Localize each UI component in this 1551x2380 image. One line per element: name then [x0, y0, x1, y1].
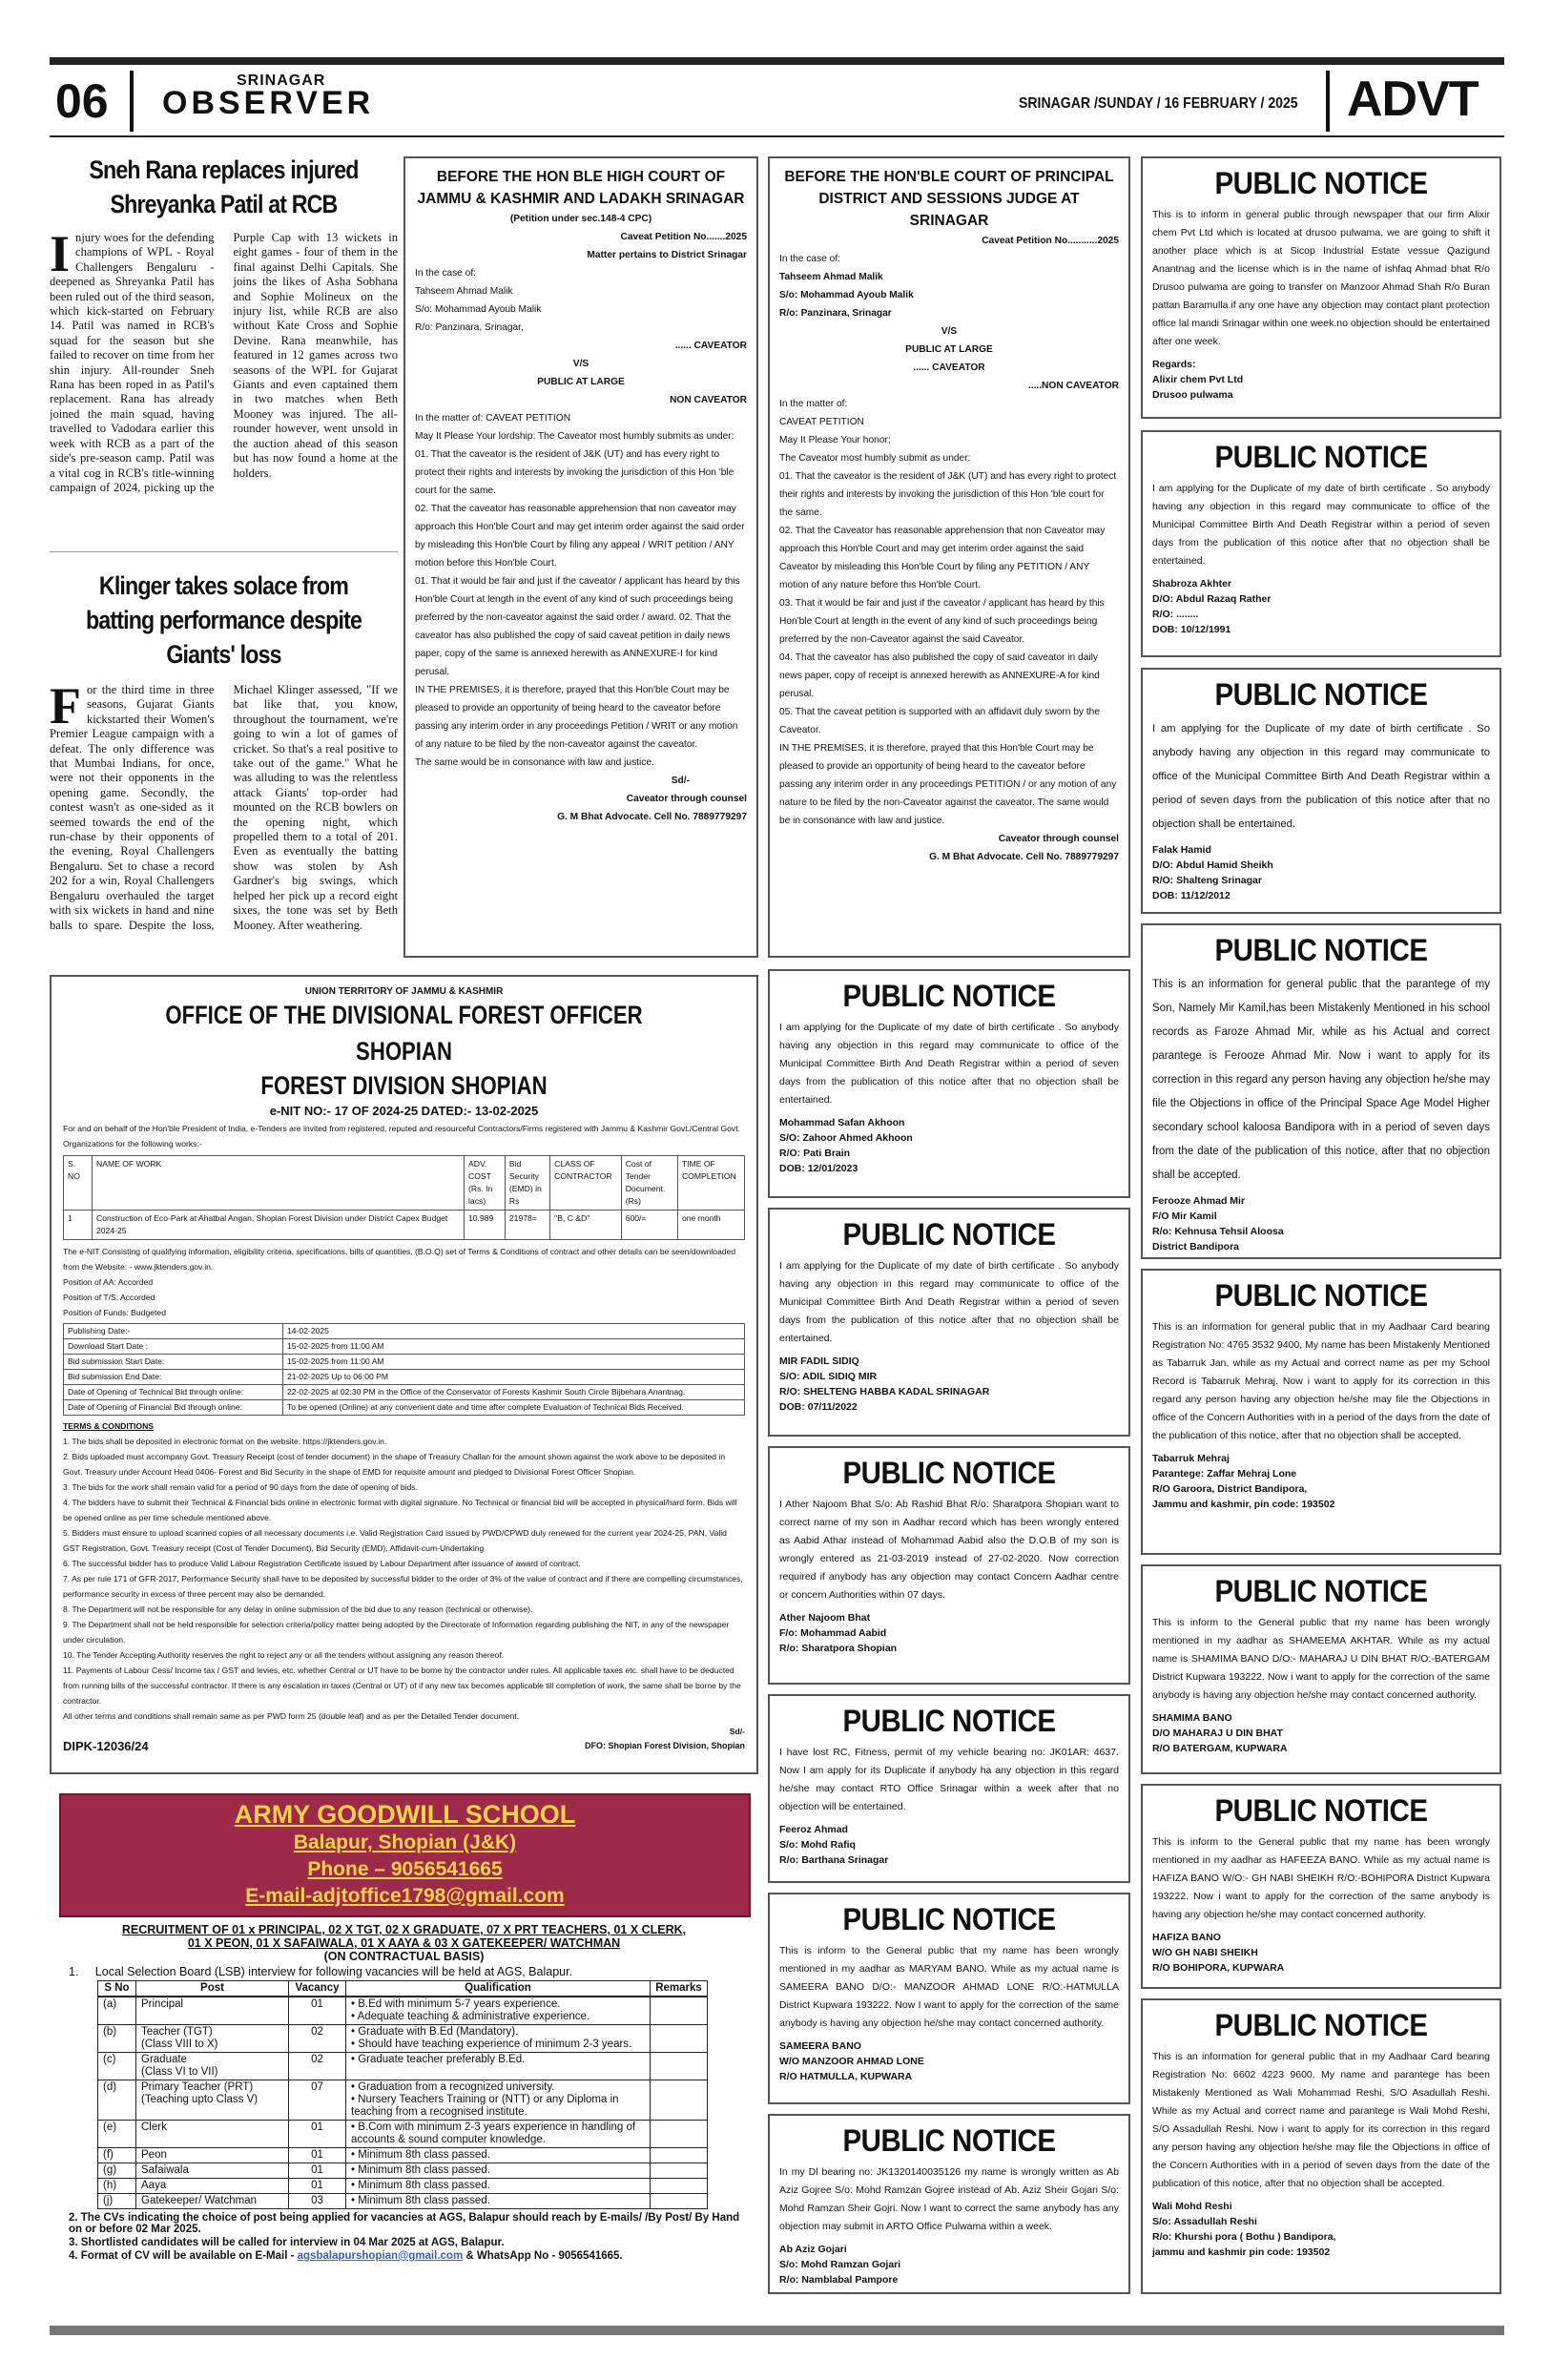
notice-title: PUBLIC NOTICE — [1214, 2008, 1428, 2042]
divider — [50, 551, 398, 552]
notice-body: I Ather Najoom Bhat S/o: Ab Rashid Bhat R/o: Sharatpora Shopian want to correct name of my son in Aadhar record which has been wrongly entered as Aabid Athar instead of Mohammad Aabid also the D.O.B of my son is wrongly entered as 21-03-2019 instead of 27-02-2020. Now correction required if anybody has any objection may contact Concern Aadhar centre or concern Authorities within 07 days. — [779, 1499, 1119, 1601]
caveat-para: 05. That the caveat petition is supported with an affidavit duly sworn by the Caveator. — [779, 707, 1101, 735]
table-cell: 14-02-2025 — [283, 1324, 745, 1339]
caveat-line: In the case of: — [415, 268, 476, 279]
caveat-notice-high-court — [403, 156, 758, 958]
notice-signature: HAFIZA BANO — [1152, 1932, 1221, 1943]
dropcap: I — [50, 225, 71, 282]
recruitment-para: 4. Format of CV will be available on E-Mail - — [69, 2250, 298, 2262]
notice-signature: S/o: Assadullah Reshi — [1152, 2216, 1257, 2227]
public-at-large: PUBLIC AT LARGE — [537, 377, 625, 387]
notice-title: PUBLIC NOTICE — [842, 1217, 1056, 1252]
notice-signature: Ather Najoom Bhat — [779, 1612, 871, 1624]
table-header: TIME OF COMPLETION — [677, 1156, 744, 1211]
recruitment-para: 3. Shortlisted candidates will be called for interview in 04 Mar 2025 at AGS, Balapur. — [69, 2237, 505, 2248]
notice-signature: Mohammad Safan Akhoon — [779, 1117, 905, 1128]
table-cell: 01 — [289, 2148, 346, 2163]
table-cell — [651, 2163, 708, 2179]
tender-term: 11. Payments of Labour Cess/ Income tax / GST and levies, etc. whether Central or UT have to be borne by the contractor under rules. All applicable taxes etc. shall have to be deducted from running bills of the successful contractor. If there is any escalation in taxes (Central or UT) of if any new tax becomes applicable till completion of work, the same shall be borne by the contractor. — [63, 1666, 741, 1706]
table-header: ADV. COST (Rs. In lacs) — [465, 1156, 506, 1211]
forest-tender-notice — [50, 975, 758, 1774]
vacancy-table — [97, 1980, 708, 1997]
table-header: Cost of Tender Document. (Rs) — [621, 1156, 677, 1211]
table-header: Remarks — [651, 1981, 708, 1997]
table-header: Qualification — [346, 1981, 651, 1997]
news-story-rana — [50, 153, 398, 544]
notice-signature: District Bandipora — [1152, 1241, 1240, 1252]
table-header: Post — [136, 1981, 289, 1997]
notice-signature: DOB: 07/11/2022 — [779, 1401, 858, 1413]
table-cell: (f) — [98, 2148, 136, 2163]
table-cell: Bid submission End Date: — [64, 1370, 283, 1385]
caveat-title: BEFORE THE HON BLE HIGH COURT OF JAMMU & KASHMIR AND LADAKH SRINAGAR — [417, 169, 745, 207]
caveat-subtitle: (Petition under sec.148-4 CPC) — [509, 214, 652, 224]
notice-signature: Jammu and kashmir, pin code: 193502 — [1152, 1499, 1335, 1510]
public-notice-ferooze — [1141, 923, 1501, 1259]
table-cell — [651, 2194, 708, 2209]
counsel-label: Caveator through counsel — [998, 834, 1119, 844]
table-cell: 01 — [289, 2179, 346, 2194]
tender-office: OFFICE OF THE DIVISIONAL FOREST OFFICER SHOPIAN — [165, 1001, 643, 1066]
notice-signature: R/o: Barthana Srinagar — [779, 1854, 889, 1866]
notice-signature: D/O: Abdul Hamid Sheikh — [1152, 859, 1273, 871]
table-row — [98, 2121, 708, 2148]
contact-email-link[interactable]: agsbalapurshopian@gmail.com — [297, 2250, 464, 2262]
notice-signature: DOB: 10/12/1991 — [1152, 624, 1231, 635]
notice-body: This is an information for general public that in my Aadhaar Card bearing Registration No: 6602 4223 9600. My name and parantege has been Mistakenly Mentioned as Wali Mohammad Reshi, S/O Asadullah Reshi. While as my Actual and correct name and parantege is Wali Mohd Reshi, S/O Assadullah Reshi. Now i want to apply for its correction in this regard any person having any objection he/she may file the Objections in office of the Concern Authorities with in a period of seven days from the date of the publication of this notice, after that no objection shall be accepted. — [1152, 2051, 1490, 2189]
masthead-divider-right — [1326, 71, 1330, 132]
notice-signature: Ab Aziz Gojari — [779, 2244, 847, 2255]
masthead-bottom-rule — [50, 135, 1504, 137]
notice-signature: Alixir chem Pvt Ltd — [1152, 374, 1244, 385]
tender-term: 9. The Department shall not be held responsible for selection criteria/policy matter being adopted by the Directorate of Information regarding publishing the NIT, in any of the newspaper under circulation. — [63, 1620, 730, 1645]
caveat-line: Tahseem Ahmad Malik — [779, 272, 883, 282]
caveat-para: 01. That the caveator is the resident of J&K (UT) and has every right to protect their rights and interests by invoking the jurisdiction of this Hon 'ble court for the same. — [415, 449, 734, 496]
table-header: S. NO — [64, 1156, 93, 1211]
table-row — [98, 2163, 708, 2179]
tender-works-table — [63, 1155, 745, 1240]
table-cell: 01 — [289, 2163, 346, 2179]
notice-body: I am applying for the Duplicate of my date of birth certificate . So anybody having any objection in this regard may communicate to office of the Municipal Committee Birth And Death Registrar within a period of seven days from the publication of this notice after that no objection shall be entertained. — [1152, 483, 1490, 567]
table-cell — [651, 2121, 708, 2148]
non-caveator-label: .....NON CAVEATOR — [1027, 381, 1119, 391]
recruitment-basis: (ON CONTRACTUAL BASIS) — [323, 1950, 485, 1963]
caveat-para: 01. That the caveator is the resident of J&K (UT) and has every right to protect their rights and interests by invoking the jurisdiction of this Hon 'ble court for the same. — [779, 471, 1117, 518]
notice-signature: W/O GH NABI SHEIKH — [1152, 1947, 1258, 1958]
notice-signature: Regards: — [1152, 359, 1196, 370]
section-label: ADVT — [1347, 72, 1479, 127]
notice-body: I am applying for the Duplicate of my date of birth certificate . So anybody having any objection in this regard may communicate to office of the Municipal Committee Birth And Death Registrar within a period of seven days from the publication of this notice after that no objection shall be entertained. — [779, 1022, 1119, 1106]
table-row — [98, 2148, 708, 2163]
notice-signature: R/o: Namblabal Pampore — [779, 2274, 899, 2286]
table-cell: Gatekeeper/ Watchman — [136, 2194, 289, 2209]
tender-term: 3. The bids for the work shall remain valid for a period of 90 days from the date of opening of bids. — [63, 1482, 418, 1492]
notice-signature: S/O: Zahoor Ahmed Akhoon — [779, 1132, 913, 1144]
table-cell: Safaiwala — [136, 2163, 289, 2179]
table-cell: 02 — [289, 2025, 346, 2053]
table-cell: 600/= — [621, 1211, 677, 1240]
table-cell: "B, C &D" — [550, 1211, 622, 1240]
public-notice-safan — [768, 969, 1130, 1198]
page-footer-rule — [50, 2326, 1504, 2335]
table-header-row — [98, 1981, 708, 1997]
notice-signature: F/o: Mohammad Aabid — [779, 1627, 887, 1639]
notice-signature: Feeroz Ahmad — [779, 1824, 848, 1835]
notice-signature: Tabarruk Mehraj — [1152, 1453, 1230, 1464]
notice-signature: R/O: Pati Brain — [779, 1148, 851, 1159]
table-cell: • B.Ed with minimum 5-7 years experience. • Adequate teaching & administrative experience. — [346, 1997, 651, 2025]
caveat-para: 03. That it would be fair and just if the caveator / applicant has heard by this Hon'ble Court at length in the event of any kind of such proceedings being preferred by the non-Caveator against the said Caveator. — [779, 598, 1105, 645]
public-notice-shamima — [1141, 1564, 1501, 1774]
notice-signature: S/o: Mohd Ramzan Gojari — [779, 2259, 901, 2270]
table-cell: • Graduate teacher preferably B.Ed. — [346, 2053, 651, 2080]
notice-title: PUBLIC NOTICE — [1214, 677, 1428, 712]
recruitment-heading: 01 X PEON, 01 X SAFAIWALA, 01 X AAYA & 03 X GATEKEEPER/ WATCHMAN — [187, 1936, 621, 1950]
table-header: NAME OF WORK — [93, 1156, 465, 1211]
signature-mark: Sd/- — [729, 1727, 745, 1736]
notice-title: PUBLIC NOTICE — [842, 1902, 1056, 1936]
school-email: E-mail-adjtoffice1798@gmail.com — [245, 1885, 565, 1907]
tender-dates-table — [63, 1323, 745, 1416]
dipk-number: DIPK-12036/24 — [63, 1739, 149, 1753]
public-notice-hafiza — [1141, 1784, 1501, 1989]
notice-signature: Drusoo pulwama — [1152, 389, 1233, 401]
table-header-row — [64, 1156, 745, 1211]
tender-ut: UNION TERRITORY OF JAMMU & KASHMIR — [304, 986, 504, 997]
vacancy-rows — [97, 1997, 708, 2209]
table-header: Bid Security (EMD) in Rs — [505, 1156, 549, 1211]
masthead-paper: OBSERVER — [162, 85, 375, 121]
notice-signature: R/O BOHIPORA, KUPWARA — [1152, 1962, 1285, 1974]
notice-signature: Ferooze Ahmad Mir — [1152, 1195, 1246, 1207]
notice-signature: R/O: ........ — [1152, 609, 1199, 620]
tender-note: Position of AA: Accorded — [63, 1277, 154, 1287]
notice-body: This is to inform in general public through newspaper that our firm Alixir chem Pvt Ltd which is located at drusoo pulwama, we are going to shift it another place which is at Sicop Industrial Estate vessue Qazigund Anantnag and the license which is in the name of ishfaq Ahmad bhat R/o Drusoo pulwama are going to transfer on Manzoor Ahmad Shah R/o Buran pattan Baramulla.if any one have any objection may contact plant protection office lal mandi Srinagar within one week.no objection should be entertained after one week. — [1152, 209, 1490, 347]
notice-title: PUBLIC NOTICE — [842, 2123, 1056, 2158]
caveat-para: 04. That the caveator has also published the copy of said caveator in daily news paper, copy of receipt is annexed herewith as ANNEXURE-A for kind perusal. — [779, 652, 1100, 699]
notice-signature: MIR FADIL SIDIQ — [779, 1356, 859, 1367]
headline: Klinger takes solace from batting performance despite Giants' loss — [85, 571, 362, 669]
notice-signature: DOB: 12/01/2023 — [779, 1163, 858, 1174]
table-cell: 22-02-2025 at 02:30 PM in the Office of the Conservator of Forests Kashmir South Circle Bijbehara Anantnag. — [283, 1385, 745, 1400]
table-cell: (d) — [98, 2080, 136, 2121]
caveat-matter: Matter pertains to District Srinagar — [587, 250, 747, 260]
public-notice-gojari — [768, 2114, 1130, 2294]
masthead — [50, 57, 1504, 137]
table-cell — [651, 2080, 708, 2121]
notice-signature: R/O HATMULLA, KUPWARA — [779, 2071, 913, 2082]
table-row — [64, 1339, 745, 1355]
notice-title: PUBLIC NOTICE — [1214, 1278, 1428, 1313]
table-row — [64, 1324, 745, 1339]
notice-body: I am applying for the Duplicate of my date of birth certificate . So anybody having any objection in this regard may communicate to office of the Municipal Committee Birth And Death Registrar within a period of seven days from the publication of this notice after that no objection shall be entertained. — [1152, 723, 1490, 830]
tender-note: The e-NIT Consisting of qualifying information, eligibility criteria, specifications, bills of quantities, (B.O.Q) set of Terms & Conditions of contract and other details can be seen/downloaded from the Website: - www.jktenders.gov.in. — [63, 1247, 736, 1272]
table-row — [98, 2194, 708, 2209]
story-text: or the third time in three seasons, Gujarat Giants kickstarted their Women's Premier League campaign with a defeat. The only difference was that Mumbai Indians, for once, were not their opponents in the opening game. Secondly, the contest wasn't as one-sided as it seemed towards the end of the run-chase by their opponents of the evening, Royal Challengers Bengaluru. Set to chase a record 202 for a win, Royal Challengers Bengaluru overhauled the target with six wickets in hand and nine balls to spare. Despite the loss, Michael Klinger assessed, "If we bat like that, you know, throughout the tournament, we're going to win a lot of games of cricket. So that's a real positive to take out of the game." What he was alluding to was the relentless attack Giants' top-order had mounted on the RCB bowlers on the opening night, which propelled them to a total of 201. Even as eventually the batting show was stolen by Ash Gardner's big swings, which helped her pick up a record eight sixes, the tone was set by Beth Mooney. After weathering. — [50, 683, 398, 932]
notice-signature: jammu and kashmir pin code: 193502 — [1152, 2246, 1331, 2258]
notice-title: PUBLIC NOTICE — [842, 1456, 1056, 1490]
table-header: CLASS OF CONTRACTOR — [550, 1156, 622, 1211]
signature-mark: Sd/- — [671, 776, 690, 786]
notice-title: PUBLIC NOTICE — [1214, 440, 1428, 474]
headline: Sneh Rana replaces injured Shreyanka Patil at RCB — [89, 155, 359, 218]
notice-body: This is inform to the General public that my name has been wrongly mentioned in my aadhar as HAFEEZA BANO. While as my actual name is HAFIZA BANO W/O:- GH NABI SHEIKH R/O:-BOHIPORA District Kupwara 193222. Now i want to apply for the correction of the same anybody is having any objection he/she may contact concerned authority. — [1152, 1836, 1490, 1920]
table-cell: Bid submission Start Date: — [64, 1355, 283, 1370]
public-notice-shabroza — [1141, 430, 1501, 657]
table-cell: To be opened (Online) at any convenient date and time after complete Evaluation of Technical Bids Received. — [283, 1400, 745, 1416]
notice-signature: Wali Mohd Reshi — [1152, 2201, 1232, 2212]
table-cell: Graduate (Class VI to VII) — [136, 2053, 289, 2080]
tender-term: 7. As per rule 171 of GFR-2017, Performance Security shall have to be deposited by successful bidder to the order of 3% of the value of contract and if there are compelling circumstances, performance security in excess of three percent may also be demanded. — [63, 1574, 743, 1599]
caveat-notice-district-court — [768, 156, 1130, 958]
table-cell: • Minimum 8th class passed. — [346, 2194, 651, 2209]
notice-signature: D/O MAHARAJ U DIN BHAT — [1152, 1728, 1283, 1739]
tender-term: 6. The successful bidder has to produce Valid Labour Registration Certificate issued by Labour Department after issuance of award of contract. — [63, 1559, 581, 1568]
notice-signature: Parantege: Zaffar Mehraj Lone — [1152, 1468, 1297, 1480]
school-banner — [59, 1793, 751, 1917]
caveat-line: S/o: Mohammad Ayoub Malik — [415, 304, 542, 315]
notice-body: I have lost RC, Fitness, permit of my vehicle bearing no: JK01AR: 4637. Now I am apply for its Duplicate if anybody ha any objection in this regard he/she may contact RTO Office Srinagar within a week after that no objection will be entertained. — [779, 1747, 1119, 1812]
table-cell: 03 — [289, 2194, 346, 2209]
table-cell: Primary Teacher (PRT) (Teaching upto Class V) — [136, 2080, 289, 2121]
caveat-number: Caveat Petition No.......2025 — [620, 232, 747, 242]
caveat-para: May It Please Your lordship: The Caveator most humbly submits as under: — [415, 431, 734, 442]
advocate-contact: G. M Bhat Advocate. Cell No. 7889779297 — [929, 852, 1119, 862]
story-text: njury woes for the defending champions of WPL - Royal Challengers Bengaluru - deepened as Shreyanka Patil has been ruled out of the third season, which kick-started on February 14. Patil was named in RCB's squad for the season but she failed to recover on time from her shin injury. All-rounder Sneh Rana has been roped in as Patil's replacement. Rana has already joined the main squad, having travelled to Vadodara earlier this week with RCB as a part of the side's pre-season camp. Patil was a vital cog in RCB's title-winning campaign of 2024, picking up the Purple Cap with 13 wickets in eight games - four of them in the final against Delhi Capitals. She joins the likes of Asha Sobhana and Sophie Molineux on the injury list, while RCB are also without Kate Cross and Sophie Devine. Rana meanwhile, has featured in 12 games across two seasons of the WPL for Gujarat Giants and even captained them in two matches when Beth Mooney was injured. The all-rounder however, went unsold in the auction ahead of this season but has now found a home at the holders. — [50, 231, 398, 494]
table-row — [98, 2025, 708, 2053]
notice-title: PUBLIC NOTICE — [1214, 933, 1428, 967]
tender-term: 1. The bids shall be deposited in electronic format on the website: https://jktenders.gov.in. — [63, 1437, 387, 1446]
notice-title: PUBLIC NOTICE — [1214, 1574, 1428, 1608]
recruitment-para: & WhatsApp No - 9056541665. — [463, 2250, 623, 2262]
table-row — [98, 2179, 708, 2194]
tender-term: 10. The Tender Accepting Authority reserves the right to reject any or all the tenders without assigning any reason thereof. — [63, 1650, 505, 1660]
table-cell: Peon — [136, 2148, 289, 2163]
tender-intro: For and on behalf of the Hon'ble President of India, e-Tenders are invited from registered, reputed and resourceful Contractors/Firms registered with Jammu & Kashmir Govt./Central Govt. Organizations for the following works:- — [63, 1124, 740, 1149]
table-cell — [651, 2148, 708, 2163]
table-cell: Aaya — [136, 2179, 289, 2194]
notice-signature: Shabroza Akhter — [1152, 578, 1232, 590]
caveat-para: 01. That it would be fair and just if the caveator / applicant has heard by this Hon'ble Court at length in the event of any kind of such proceedings being preferred by the non-caveator against the said order / award. 02. That the caveator has also published the copy of said caveat petition in daily news paper, copy of the same is annexed herewith as ANNEXURE-I for kind perusal. — [415, 576, 740, 677]
tender-term: 8. The Department will not be responsible for any delay in online submission of the bid due to any reason (technical or otherwise). — [63, 1604, 533, 1614]
caveat-line: R/o: Panzinara, Srinagar, — [415, 322, 524, 333]
notice-signature: Falak Hamid — [1152, 844, 1211, 856]
notice-signature: W/O MANZOOR AHMAD LONE — [779, 2056, 924, 2067]
table-cell: (a) — [98, 1997, 136, 2025]
caveat-para: 02. That the Caveator has reasonable apprehension that non Caveator may approach this Hon'ble Court and may get interim order against the said Caveator by misleading this Hon'ble Court by filing any PETITION / ANY motion of any nature before this Hon'ble Court. — [779, 526, 1106, 590]
notice-signature: R/o: Kehnusa Tehsil Aloosa — [1152, 1226, 1284, 1237]
notice-body: I am applying for the Duplicate of my date of birth certificate . So anybody having any objection in this regard may communicate to office of the Municipal Committee Birth And Death Registrar within a period of seven days from the publication of this notice after that no objection shall be entertained. — [779, 1260, 1119, 1344]
table-row — [64, 1355, 745, 1370]
notice-body: This is inform to the General public that my name has been wrongly mentioned in my aadhar as SHAMEEMA AKHTAR. While as my actual name is SHAMIMA BANO D/O:- MAHARAJ U DIN BHAT R/O:-BATERGAM District Kupwara 193222. Now i want to apply for the correction of the same anybody is having any objection he/she may contact concerned authority. — [1152, 1617, 1490, 1701]
table-cell: 15-02-2025 from 11:00 AM — [283, 1355, 745, 1370]
terms-title: TERMS & CONDITIONS — [63, 1421, 155, 1431]
table-row — [64, 1370, 745, 1385]
table-cell — [651, 2025, 708, 2053]
table-cell: 01 — [289, 1997, 346, 2025]
notice-title: PUBLIC NOTICE — [842, 1704, 1056, 1738]
non-caveator-label: NON CAVEATOR — [670, 395, 747, 405]
public-notice-ather — [768, 1446, 1130, 1685]
notice-title: PUBLIC NOTICE — [842, 979, 1056, 1013]
tender-term: 2. Bids uploaded must accompany Govt. Treasury Receipt (cost of tender document) in the shape of Treasury Challan for the amount shown against the work above to be deposited in Govt. Treasury under Account Head 0406- Forest and Bid Security in the shape of EMD for requisite amount and pledged to Divisional Forest Officer Shopian. — [63, 1452, 726, 1477]
table-cell: Clerk — [136, 2121, 289, 2148]
table-cell: Date of Opening of Technical Bid through online: — [64, 1385, 283, 1400]
tender-division: FOREST DIVISION SHOPIAN — [260, 1071, 548, 1100]
notice-body: This is an information for general public that in my Aadhaar Card bearing Registration No: 4765 3532 9400, My name has been Mistakenly Mentioned as Tabarruk Jan, while as my Actual and correct name as per my School Record is Tabarruk Mehraj. Now i want to apply for its correction in this regard any person having any objection he/she may file the Objections in office of the Concern Authorities with in a period of the days from the date of the publication of this notice, after that no objection shall be accepted. — [1152, 1321, 1490, 1441]
tender-note: Position of Funds: Budgeted — [63, 1308, 166, 1317]
table-cell: (b) — [98, 2025, 136, 2053]
tender-note: Position of T/S: Accorded — [63, 1293, 155, 1302]
table-cell: Principal — [136, 1997, 289, 2025]
news-story-klinger — [50, 569, 398, 979]
caveat-para: The same would be in consonance with law and justice. — [415, 757, 654, 768]
table-cell: 1 — [64, 1211, 93, 1240]
notice-body: In my Dl bearing no: JK1320140035126 my name is wrongly written as Ab Aziz Gojree S/o: Mohd Ramzan Gojree instead of Ab. Aziz Sheir Gojari S/o: Mohd Ramzan Sheir Gojri. Now I want to correct the same anybody has any objection may submit in ARTO Office Pulwama within a week. — [779, 2166, 1119, 2232]
table-header: Vacancy — [289, 1981, 346, 1997]
dfo-signature: DFO: Shopian Forest Division, Shopian — [584, 1741, 745, 1750]
public-notice-alixir — [1141, 156, 1501, 419]
table-cell: one month — [677, 1211, 744, 1240]
masthead-divider-left — [130, 71, 134, 132]
table-cell: • B.Com with minimum 2-3 years experience in handling of accounts & sound computer knowledge. — [346, 2121, 651, 2148]
caveat-line: Tahseem Ahmad Malik — [415, 286, 513, 297]
table-cell: 10.989 — [465, 1211, 506, 1240]
table-cell: 01 — [289, 2121, 346, 2148]
table-row — [98, 1997, 708, 2025]
notice-signature: F/O Mir Kamil — [1152, 1211, 1217, 1222]
counsel-label: Caveator through counsel — [626, 794, 747, 804]
table-cell: 07 — [289, 2080, 346, 2121]
notice-title: PUBLIC NOTICE — [1214, 166, 1428, 200]
notice-signature: R/O: SHELTENG HABBA KADAL SRINAGAR — [779, 1386, 990, 1397]
table-cell: (e) — [98, 2121, 136, 2148]
school-recruitment-ad — [50, 1793, 758, 2294]
tender-term: All other terms and conditions shall remain same as per PWD form 25 (double leaf) and as per the Detailed Tender document. — [63, 1711, 519, 1721]
caveat-line: In the case of: — [779, 254, 840, 264]
school-name: ARMY GOODWILL SCHOOL — [234, 1800, 576, 1829]
table-cell — [651, 1997, 708, 2025]
caveator-label: ...... CAVEATOR — [913, 362, 985, 373]
public-notice-falak — [1141, 668, 1501, 914]
tender-term: 4. The bidders have to submit their Technical & Financial bids online in electronic format with digital signature. No Technical or financial bid will be accepted in physical/hard form. Bids will be opened online as per time schedule mentioned above. — [63, 1498, 737, 1522]
notice-signature: DOB: 11/12/2012 — [1152, 890, 1230, 901]
caveator-label: ...... CAVEATOR — [674, 341, 747, 351]
recruitment-heading: RECRUITMENT OF 01 x PRINCIPAL, 02 X TGT, 02 X GRADUATE, 07 X PRT TEACHERS, 01 X CLERK, — [121, 1923, 687, 1936]
caveat-para: IN THE PREMISES, it is therefore, prayed that this Hon'ble Court may be pleased to provide an opportunity of being heard to the caveator before passing any interim order in any proceedings PETITION / or any motion of any nature to be filed by the non-Caveator against the caveator. The same would be in consonance with law and justice. — [779, 743, 1117, 826]
table-cell: 21978= — [505, 1211, 549, 1240]
caveat-para: The Caveator most humbly submit as under: — [779, 453, 971, 464]
dateline: SRINAGAR /SUNDAY / 16 FEBRUARY / 2025 — [1019, 95, 1298, 112]
table-cell: Teacher (TGT) (Class VIII to X) — [136, 2025, 289, 2053]
masthead-top-rule — [50, 57, 1504, 65]
notice-signature: SAMEERA BANO — [779, 2040, 861, 2052]
versus-label: V/S — [941, 326, 958, 337]
notice-signature: SHAMIMA BANO — [1152, 1712, 1232, 1724]
caveat-para: IN THE PREMISES, it is therefore, prayed that this Hon'ble Court may be pleased to provide an opportunity of being heard to the caveator before passing any interim order in any proceedings Petition / WRIT or any motion of any nature to be filed by the non-caveator against the caveator. — [415, 685, 738, 750]
table-cell: Construction of Eco-Park at Ahatbal Angan, Shopian Forest Division under District Capex Budget 2024-25 — [93, 1211, 465, 1240]
public-notice-feeroz — [768, 1694, 1130, 1883]
table-cell: (g) — [98, 2163, 136, 2179]
caveat-para: May It Please Your honor; — [779, 435, 891, 445]
caveat-line: R/o: Panzinara, Srinagar — [779, 308, 892, 319]
table-row — [64, 1211, 745, 1240]
notice-signature: R/O BATERGAM, KUPWARA — [1152, 1743, 1288, 1754]
notice-title: PUBLIC NOTICE — [1214, 1793, 1428, 1828]
advocate-contact: G. M Bhat Advocate. Cell No. 7889779297 — [557, 812, 747, 822]
table-cell: Download Start Date : — [64, 1339, 283, 1355]
table-cell: 02 — [289, 2053, 346, 2080]
table-cell: • Minimum 8th class passed. — [346, 2148, 651, 2163]
recruitment-para: 1. Local Selection Board (LSB) interview for following vacancies will be held at AGS, Balapur. — [69, 1965, 573, 1978]
school-place: Balapur, Shopian (J&K) — [293, 1832, 517, 1853]
table-cell: Publishing Date:- — [64, 1324, 283, 1339]
table-cell: (h) — [98, 2179, 136, 2194]
public-notice-tabarruk — [1141, 1269, 1501, 1555]
recruitment-para: 2. The CVs indicating the choice of post being applied for vacancies at AGS, Balapur should reach by E-mails/ /By Post/ By Hand on or before 02 Mar 2025. — [69, 2212, 740, 2235]
table-cell: (j) — [98, 2194, 136, 2209]
caveat-para: In the matter of: — [779, 399, 848, 409]
caveat-para: 02. That the caveator has reasonable apprehension that non caveator may approach this Hon'ble Court and may get interim order against the said order by misleading this Hon'ble Court by filing any appeal / WRIT petition / ANY motion before this Hon'ble Court. — [415, 504, 745, 569]
public-notice-fadil — [768, 1208, 1130, 1437]
tender-term: 5. Bidders must ensure to upload scanned copies of all necessary documents i.e. Valid Registration Card issued by PWD/CPWD duly renewed for the current year 2024-25, PAN, Valid GST Registration, Govt. Treasury receipt (Cost of Tender Document), Bid Security (EMD), Affidavit-cum-Undertaking — [63, 1528, 727, 1553]
table-cell: • Graduation from a recognized university. • Nursery Teachers Training or (NTT) or any Diploma in teaching from a recognised institute. — [346, 2080, 651, 2121]
dropcap: F — [50, 677, 81, 735]
table-cell — [651, 2053, 708, 2080]
table-cell: (c) — [98, 2053, 136, 2080]
school-phone: Phone – 9056541665 — [307, 1858, 503, 1880]
table-row — [98, 2053, 708, 2080]
notice-signature: R/O Garoora, District Bandipora, — [1152, 1483, 1308, 1495]
table-row — [98, 2080, 708, 2121]
caveat-title: BEFORE THE HON'BLE COURT OF PRINCIPAL DISTRICT AND SESSIONS JUDGE AT SRINAGAR — [784, 169, 1114, 229]
table-row — [64, 1400, 745, 1416]
tender-nit: e-NIT NO:- 17 OF 2024-25 DATED:- 13-02-2025 — [269, 1104, 539, 1118]
table-row — [64, 1385, 745, 1400]
versus-label: V/S — [572, 359, 589, 369]
public-at-large: PUBLIC AT LARGE — [905, 344, 993, 355]
table-cell: 21-02-2025 Up to 06:00 PM — [283, 1370, 745, 1385]
table-header: S No — [98, 1981, 136, 1997]
table-cell: Date of Opening of Financial Bid through online: — [64, 1400, 283, 1416]
masthead-city: SRINAGAR — [237, 72, 326, 89]
table-cell: • Graduate with B.Ed (Mandatory). • Should have teaching experience of minimum 2-3 years. — [346, 2025, 651, 2053]
notice-signature: R/O: Shalteng Srinagar — [1152, 875, 1262, 886]
page-number: 06 — [55, 74, 109, 128]
notice-body: This is inform to the General public that my name has been wrongly mentioned in my aadhar as MARYAM BANO. While as my actual name is SAMEERA BANO D/O:- MANZOOR AHMAD LONE R/O:-HATMULLA District Kupwara 193222. Now I want to apply for the correction of the same anybody is having any objection he/she may contact concerned authority. — [779, 1945, 1119, 2029]
table-cell — [651, 2179, 708, 2194]
notice-signature: S/o: Mohd Rafiq — [779, 1839, 856, 1851]
caveat-number: Caveat Petition No...........2025 — [982, 236, 1119, 246]
caveat-line: S/o: Mohammad Ayoub Malik — [779, 290, 914, 300]
notice-signature: D/O: Abdul Razaq Rather — [1152, 593, 1272, 605]
notice-body: This is an information for general public that the parantege of my Son, Namely Mir Kamil,has been Mistakenly Mentioned in his school records as Faroze Ahmad Mir, while as his Actual and correct parantege is Ferooze Ahmad Mir. Now i want to apply for its correction in this regard any person having any objection he/she may file the Objections in office of the Principal Space Age Model Higher secondary school kaloosa Bandipora with in a period of seven days from the date of the publication of this notice, after that no objection shall be accepted. — [1152, 979, 1490, 1181]
table-cell: • Minimum 8th class passed. — [346, 2179, 651, 2194]
notice-signature: R/o: Khurshi pora ( Bothu ) Bandipora, — [1152, 2231, 1336, 2243]
caveat-para: CAVEAT PETITION — [779, 417, 864, 427]
notice-signature: R/o: Sharatpora Shopian — [779, 1643, 898, 1654]
notice-signature: S/O: ADIL SIDIQ MIR — [779, 1371, 878, 1382]
public-notice-wali — [1141, 1998, 1501, 2294]
table-cell: 15-02-2025 from 11:00 AM — [283, 1339, 745, 1355]
table-cell: • Minimum 8th class passed. — [346, 2163, 651, 2179]
caveat-para: In the matter of: CAVEAT PETITION — [415, 413, 571, 424]
public-notice-sameera — [768, 1893, 1130, 2104]
